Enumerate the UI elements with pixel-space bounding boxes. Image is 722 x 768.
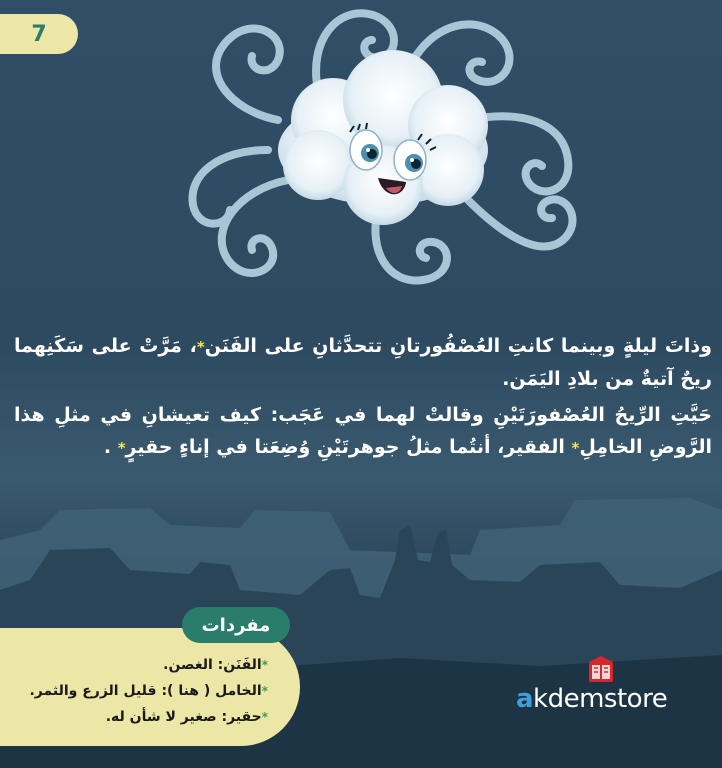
paragraph-1-segment-2: ، مَرَّتْ على سَكَنِهما ريحٌ آتيةٌ من بلادِ اليَمَن. xyxy=(14,335,712,390)
akdemstore-logo xyxy=(516,654,706,718)
vocabulary-star: * xyxy=(261,710,268,724)
footnote-marker: * xyxy=(571,439,580,457)
swirl-7 xyxy=(468,199,573,246)
logo-wordmark xyxy=(516,684,667,714)
paragraph-2-segment-2: الفقير، أنتُما مثلُ جوهرتَيْنِ وُضِعَتا في إناءٍ حقيرٍ xyxy=(125,436,572,458)
swirl-1 xyxy=(216,29,280,120)
vocabulary-item xyxy=(0,678,290,704)
paragraph-2-segment-1: حَيَّتِ الرِّيحُ العُصْفورَتَيْنِ وقالتْ لهما في عَجَب: كيف تعيشانِ في مثلِ هذا الرَّوضِ الخامِلِ xyxy=(14,404,712,458)
logo-wordmark-rest: kdemstore xyxy=(533,684,668,714)
logo-wordmark-a: a xyxy=(516,684,534,714)
paragraph-2-segment-3: . xyxy=(103,436,118,458)
footnote-marker: * xyxy=(196,338,205,356)
vocabulary-definition: حقير: صغير لا شأن له. xyxy=(105,709,262,725)
swirl-5 xyxy=(222,180,288,273)
vocabulary-definition: الخامل ( هنا ): قليل الزرع والثمر. xyxy=(29,683,262,699)
page-number: 7 xyxy=(0,14,78,54)
vocabulary-star: * xyxy=(261,658,268,672)
vocabulary-item xyxy=(0,704,290,730)
vocabulary-star: * xyxy=(261,684,268,698)
book-stack-icon xyxy=(586,654,616,684)
story-text xyxy=(14,330,712,464)
vocabulary-definition: الفَنَن: الغصن. xyxy=(163,657,262,673)
cloud-body xyxy=(278,50,488,225)
footnote-marker: * xyxy=(117,439,126,457)
story-paragraph-2 xyxy=(14,399,712,464)
story-paragraph-1 xyxy=(14,330,712,395)
vocabulary-item xyxy=(0,652,290,678)
smiling-cloud-illustration xyxy=(168,0,598,300)
vocabulary-list xyxy=(0,652,290,730)
vocabulary-title: مفردات xyxy=(182,607,290,643)
paragraph-1-segment-1: وذاتَ ليلةٍ وبينما كانتِ العُصْفُورتانِ تتحدَّثانِ على الفَنَن xyxy=(204,335,712,357)
